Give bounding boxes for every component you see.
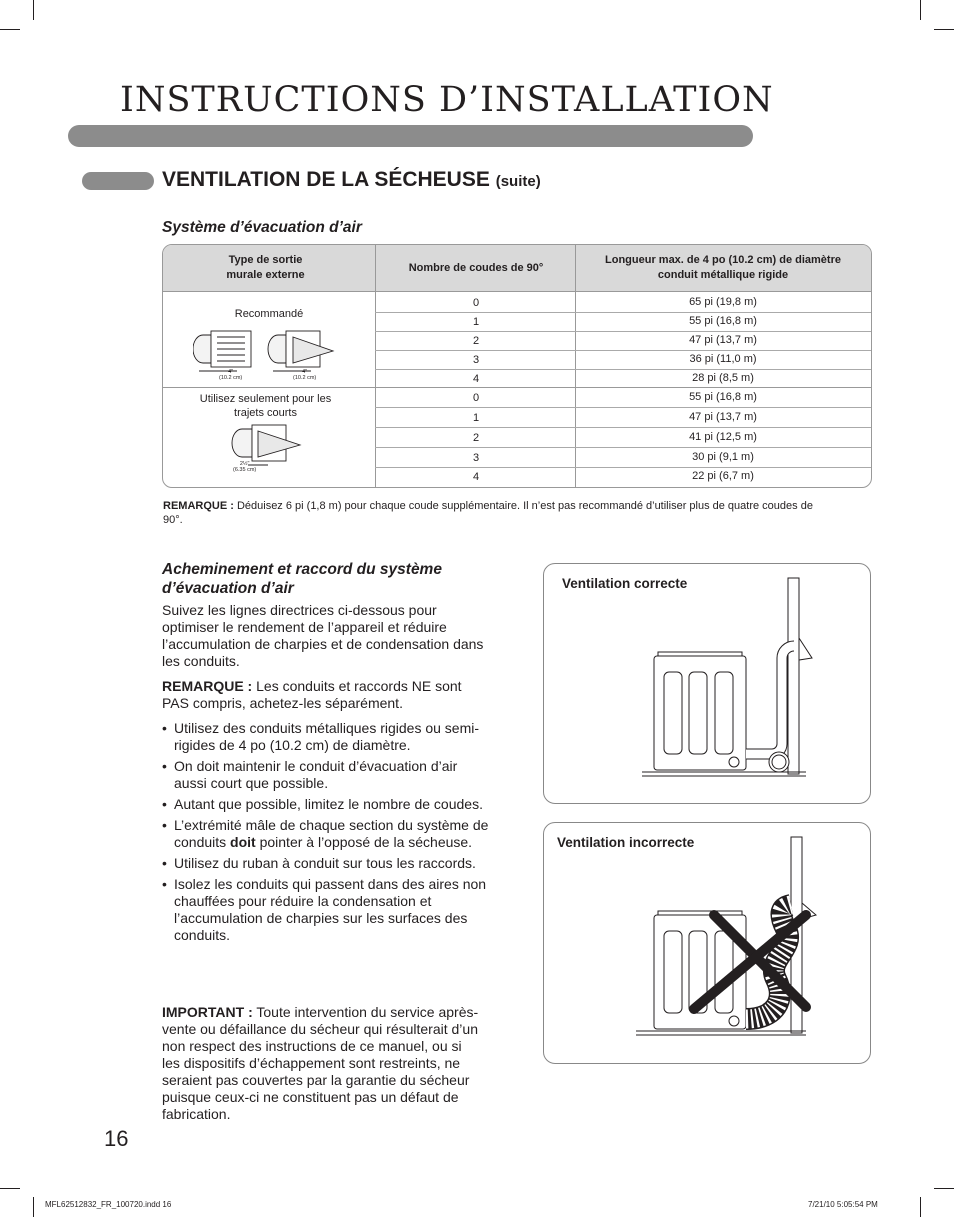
max-length-cell: 47 pi (13,7 m): [689, 334, 757, 346]
type-short-runs-label: Utilisez seulement pour les trajets courts: [199, 393, 332, 419]
list-item: • Utilisez du ruban à conduit sur tous les raccords.: [162, 855, 492, 872]
section-title: [162, 167, 541, 195]
crop-mark: [33, 0, 34, 20]
section-title-suffix: (suite): [495, 173, 541, 190]
crop-mark: [920, 0, 921, 20]
max-length-cell: 41 pi (12,5 m): [689, 431, 757, 443]
bullet-4-text: L’extrémité mâle de chaque section du système de conduits: [174, 817, 489, 850]
elbow-count-cell: 3: [472, 354, 480, 366]
exhaust-table: [162, 244, 872, 488]
elbow-count-cell: 0: [472, 392, 480, 404]
row-divider: [375, 331, 871, 332]
row-divider: [375, 407, 871, 408]
max-length-cell: 36 pi (11,0 m): [689, 353, 757, 365]
routing-remark: [162, 678, 492, 712]
crop-mark: [934, 29, 954, 30]
correct-venting-illustration: [544, 564, 870, 803]
list-item: • Isolez les conduits qui passent dans des aires non chauffées pour réduire la condensation et l’accumulation de charpies sur les surfaces des conduits.: [162, 876, 492, 944]
row-divider: [375, 427, 871, 428]
page-title: INSTRUCTIONS D’INSTALLATION: [120, 80, 774, 120]
table-header: [163, 245, 871, 292]
exhaust-heading: Système d’évacuation d’air: [162, 219, 362, 236]
section-marker: [82, 172, 154, 190]
elbow-count-cell: 3: [472, 452, 480, 464]
crop-mark: [33, 1197, 34, 1217]
footer-file: MFL62512832_FR_100720.indd 16: [45, 1200, 172, 1209]
list-item: • Autant que possible, limitez le nombre de coudes.: [162, 796, 492, 813]
routing-remark-text: Les conduits et raccords NE sont PAS compris, achetez-les séparément.: [162, 678, 462, 711]
row-divider: [375, 312, 871, 313]
page-number: 16: [104, 1126, 129, 1151]
crop-mark: [920, 1197, 921, 1217]
routing-bullet-list: [162, 720, 492, 948]
row-divider: [375, 447, 871, 448]
max-length-cell: 30 pi (9,1 m): [692, 451, 754, 463]
elbow-count-cell: 1: [472, 412, 480, 424]
short-run-dim: 2½" (6.35 cm): [233, 461, 257, 473]
list-item: • On doit maintenir le conduit d’évacuation d’air aussi court que possible.: [162, 758, 492, 792]
row-divider: [375, 369, 871, 370]
type-recommended-label: Recommandé: [234, 308, 304, 320]
crop-mark: [0, 1188, 20, 1189]
incorrect-venting-illustration: [544, 823, 870, 1063]
elbow-count-cell: 2: [472, 335, 480, 347]
important-note: [162, 1004, 482, 1123]
table-note-label: REMARQUE :: [163, 500, 234, 512]
bullet-4-bold: doit: [230, 834, 256, 850]
max-length-cell: 65 pi (19,8 m): [689, 296, 757, 308]
recommended-vent-illustration: [193, 327, 353, 379]
header-elbows: Nombre de coudes de 90°: [408, 261, 544, 274]
elbow-count-cell: 1: [472, 316, 480, 328]
table-note-text: Déduisez 6 pi (1,8 m) pour chaque coude supplémentaire. Il n’est pas recommandé d’utiliser plus de quatre coudes de 90°.: [163, 500, 813, 526]
bullet-4-rest: pointer à l’opposé de la sécheuse.: [255, 834, 473, 850]
header-length-text: Longueur max. de 4 po (10.2 cm) de diamètre conduit métallique rigide: [605, 254, 841, 281]
routing-heading: Acheminement et raccord du système d’évacuation d’air: [162, 561, 442, 597]
elbow-count-cell: 0: [472, 297, 480, 309]
max-length-cell: 28 pi (8,5 m): [692, 372, 754, 384]
routing-remark-label: REMARQUE :: [162, 678, 253, 694]
important-label: IMPORTANT :: [162, 1004, 253, 1020]
group-divider: [163, 387, 871, 388]
header-length: [583, 245, 863, 291]
correct-venting-figure: [543, 563, 871, 804]
recommended-dim-1: 4" (10.2 cm): [219, 369, 243, 381]
recommended-dim-2: 4" (10.2 cm): [293, 369, 317, 381]
incorrect-venting-figure: [543, 822, 871, 1064]
header-type-text: Type de sortie murale externe: [226, 254, 305, 281]
title-bar: [68, 125, 753, 147]
correct-venting-label: Ventilation correcte: [562, 576, 688, 591]
crop-mark: [934, 1188, 954, 1189]
elbow-count-cell: 4: [472, 471, 480, 483]
crop-mark: [0, 29, 20, 30]
row-divider: [375, 467, 871, 468]
section-title-text: VENTILATION DE LA SÉCHEUSE: [162, 168, 490, 191]
table-note: [163, 499, 823, 527]
max-length-cell: 55 pi (16,8 m): [689, 391, 757, 403]
elbow-count-cell: 2: [472, 432, 480, 444]
max-length-cell: 47 pi (13,7 m): [689, 411, 757, 423]
list-item: [162, 817, 492, 851]
elbow-count-cell: 4: [472, 373, 480, 385]
important-text: Toute intervention du service après-vente ou défaillance du sécheur qui résulterait d’un non respect des instructions de ce manuel, ou si les dispositifs d’échappement sont restreints, ne seraient pas couvertes par la garantie du sécheur puisque ceux-ci ne constituent pas un défaut de fabrication.: [162, 1004, 479, 1122]
row-divider: [375, 350, 871, 351]
incorrect-venting-label: Ventilation incorrecte: [557, 835, 695, 850]
max-length-cell: 55 pi (16,8 m): [689, 315, 757, 327]
routing-intro: Suivez les lignes directrices ci-dessous pour optimiser le rendement de l’appareil et réduire l’accumulation de charpies et de condensation dans les conduits.: [162, 602, 484, 669]
list-item: • Utilisez des conduits métalliques rigides ou semi-rigides de 4 po (10.2 cm) de diamètre.: [162, 720, 492, 754]
max-length-cell: 22 pi (6,7 m): [692, 470, 754, 482]
footer-timestamp: 7/21/10 5:05:54 PM: [808, 1200, 878, 1209]
header-type: [193, 245, 338, 291]
